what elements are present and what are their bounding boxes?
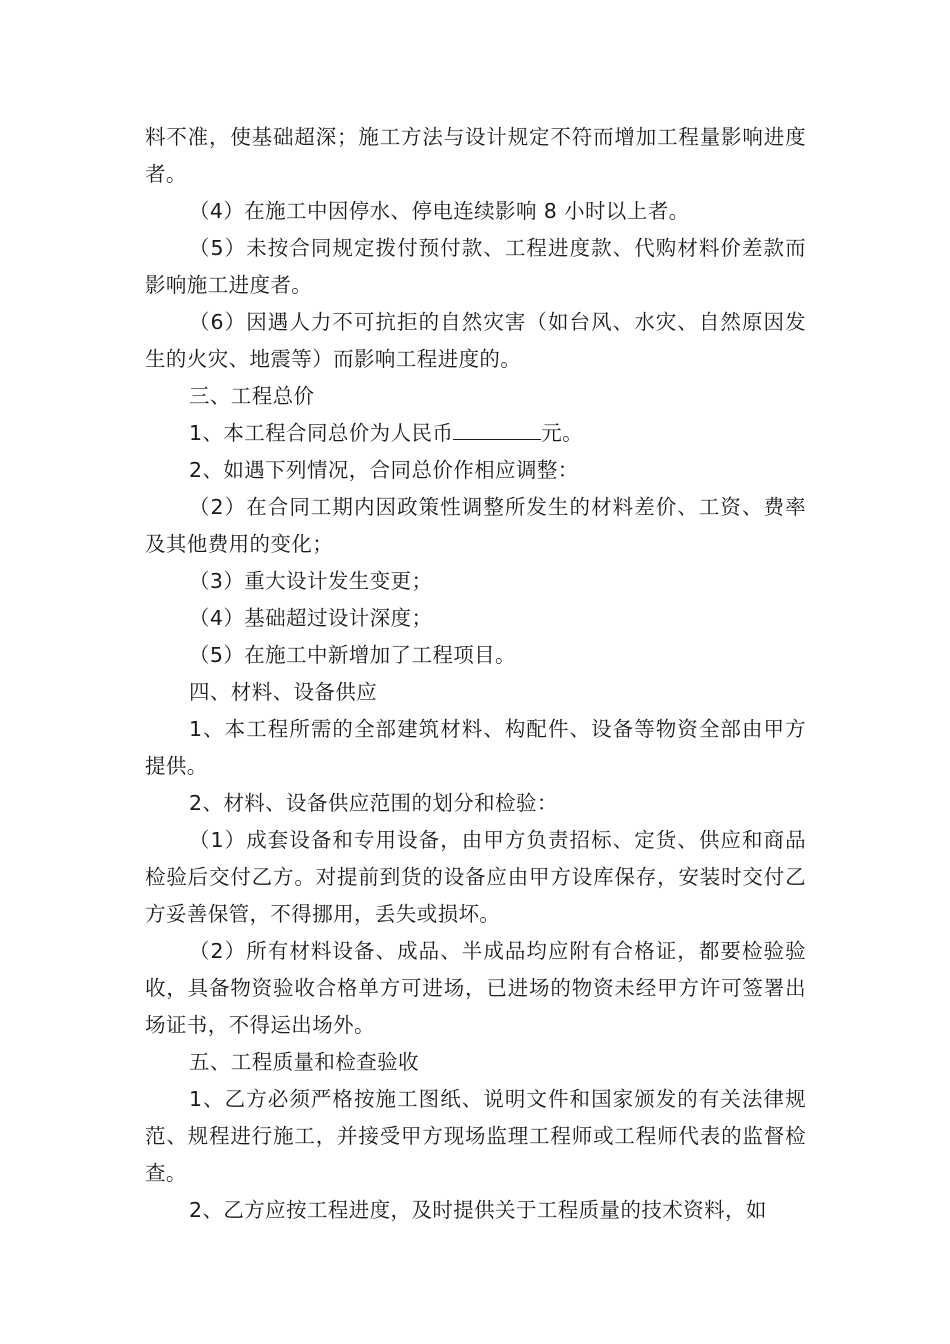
paragraph-item-5: （5）未按合同规定拨付预付款、工程进度款、代购材料价差款而影响施工进度者。 <box>145 236 806 297</box>
section-heading-5: 五、工程质量和检查验收 <box>189 1050 419 1074</box>
paragraph-item-6: （6）因遇人力不可抗拒的自然灾害（如台风、水灾、自然原因发生的火灾、地震等）而影响工程进度的。 <box>145 310 806 371</box>
paragraph-adjust-5: （5）在施工中新增加了工程项目。 <box>189 643 516 667</box>
paragraph-total-price <box>145 415 806 452</box>
paragraph-supply-1: 1、本工程所需的全部建筑材料、构配件、设备等物资全部由甲方提供。 <box>145 717 806 778</box>
total-price-text: 1、本工程合同总价为人民币 <box>189 421 454 445</box>
paragraph-adjust-intro: 2、如遇下列情况，合同总价作相应调整： <box>189 458 579 482</box>
paragraph-adjust-4: （4）基础超过设计深度； <box>189 606 433 630</box>
document-body <box>145 119 806 1229</box>
total-price-unit: 元。 <box>541 421 584 445</box>
paragraph-quality-2: 2、乙方应按工程进度，及时提供关于工程质量的技术资料，如 <box>189 1198 767 1222</box>
section-heading-3: 三、工程总价 <box>189 384 315 408</box>
paragraph-supply-2-1: （1）成套设备和专用设备，由甲方负责招标、定货、供应和商品检验后交付乙方。对提前到货的设备应由甲方设库保存，安装时交付乙方妥善保管，不得挪用，丢失或损坏。 <box>145 828 806 926</box>
section-heading-4: 四、材料、设备供应 <box>189 680 378 704</box>
paragraph-supply-2: 2、材料、设备供应范围的划分和检验： <box>189 791 558 815</box>
paragraph-adjust-2: （2）在合同工期内因政策性调整所发生的材料差价、工资、费率及其他费用的变化； <box>145 495 806 556</box>
paragraph-supply-2-2: （2）所有材料设备、成品、半成品均应附有合格证，都要检验验收，具备物资验收合格单方可进场，已进场的物资未经甲方许可签署出场证书，不得运出场外。 <box>145 939 806 1037</box>
paragraph-continuation: 料不准，使基础超深；施工方法与设计规定不符而增加工程量影响进度者。 <box>145 125 806 186</box>
paragraph-item-4: （4）在施工中因停水、停电连续影响 8 小时以上者。 <box>189 199 690 223</box>
paragraph-adjust-3: （3）重大设计发生变更； <box>189 569 433 593</box>
amount-blank-field <box>453 421 541 440</box>
paragraph-quality-1: 1、乙方必须严格按施工图纸、说明文件和国家颁发的有关法律规范、规程进行施工，并接受甲方现场监理工程师或工程师代表的监督检查。 <box>145 1087 806 1185</box>
